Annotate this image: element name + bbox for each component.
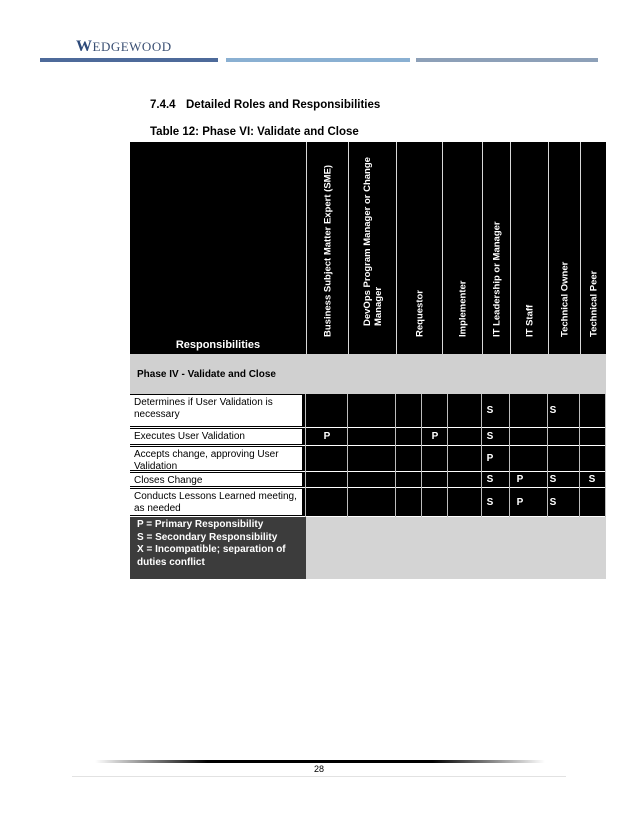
page-number: 28 (313, 764, 324, 774)
legend (130, 517, 306, 579)
role-cell (582, 428, 602, 445)
table-row (130, 428, 606, 445)
role-cell (543, 428, 563, 445)
column-header-label: Requestor (414, 290, 425, 337)
legend-secondary: S = Secondary Responsibility (137, 531, 278, 543)
company-logo: WEDGEWOOD (76, 38, 172, 55)
table-row (130, 472, 606, 487)
phase-label: Phase IV - Validate and Close (137, 369, 276, 380)
role-cell (362, 428, 382, 445)
column-header (482, 142, 510, 354)
role-cell: S (486, 474, 494, 485)
legend-primary: P = Primary Responsibility (137, 519, 264, 530)
role-cell: S (549, 474, 557, 485)
legend-filler (306, 517, 606, 579)
section-number: 7.4.4 (150, 99, 176, 111)
column-header-label: Business Subject Matter Expert (SME) (322, 164, 333, 337)
role-cell: S (486, 431, 494, 442)
column-header (510, 142, 548, 354)
header-rule-3 (416, 58, 598, 62)
role-cell (543, 446, 563, 471)
role-cell: P (431, 431, 439, 442)
role-cell (362, 488, 382, 516)
column-header (548, 142, 580, 354)
role-cell (362, 394, 382, 427)
section-heading (150, 99, 380, 111)
header-rule-1 (40, 58, 218, 62)
column-header-label: Technical Owner (559, 261, 570, 337)
column-header (348, 142, 396, 354)
roles-table (130, 142, 606, 579)
section-title: Detailed Roles and Responsibilities (186, 99, 381, 111)
table-row (130, 394, 606, 427)
role-cell: P (486, 453, 494, 464)
role-cell: P (323, 431, 331, 442)
column-header-label: IT Staff (524, 304, 535, 337)
role-cell: S (486, 405, 494, 416)
footer-subrule (72, 776, 566, 777)
role-cell: P (516, 496, 524, 508)
role-cell: S (549, 496, 557, 508)
role-cell (510, 428, 530, 445)
table-row (130, 446, 606, 471)
footer-rule (95, 760, 545, 763)
role-cell (455, 428, 475, 445)
role-cell (317, 472, 337, 487)
role-cell (317, 394, 337, 427)
role-cell (317, 488, 337, 516)
role-cell (362, 446, 382, 471)
role-cell: S (549, 405, 557, 416)
legend-incompatible: X = Incompatible; separation of duties conflict (137, 544, 286, 568)
role-cell (582, 446, 602, 471)
responsibility-label: Executes User Validation (130, 429, 302, 444)
column-header (580, 142, 606, 354)
role-cell (317, 446, 337, 471)
responsibilities-header: Responsibilities (175, 339, 261, 351)
role-cell (455, 446, 475, 471)
column-header-label: IT Leadership or Manager (491, 221, 502, 337)
phase-row (130, 354, 606, 394)
role-cell (582, 488, 602, 516)
role-cell: P (516, 474, 524, 485)
column-header-label: Technical Peer (588, 270, 599, 337)
table-row (130, 488, 606, 516)
column-header (442, 142, 482, 354)
column-header (396, 142, 442, 354)
responsibility-label: Closes Change (130, 473, 302, 486)
column-header-label: DevOps Program Manager or Change Manager (361, 157, 384, 326)
table-caption: Table 12: Phase VI: Validate and Close (150, 126, 359, 138)
role-cell (455, 472, 475, 487)
responsibility-label: Conducts Lessons Learned meeting, as needed (130, 489, 302, 515)
role-cell (425, 488, 445, 516)
role-cell: S (588, 474, 596, 485)
role-cell (510, 394, 530, 427)
role-cell (425, 394, 445, 427)
role-cell (582, 394, 602, 427)
responsibility-label: Accepts change, approving User Validation (130, 447, 302, 470)
role-cell (510, 446, 530, 471)
header-rule-2 (226, 58, 410, 62)
role-cell (455, 488, 475, 516)
column-header (306, 142, 348, 354)
role-cell (362, 472, 382, 487)
column-header-label: Implementer (457, 280, 468, 337)
role-cell (425, 472, 445, 487)
responsibility-label: Determines if User Validation is necessary (130, 395, 302, 426)
role-cell (455, 394, 475, 427)
role-cell (425, 446, 445, 471)
role-cell: S (486, 496, 494, 508)
